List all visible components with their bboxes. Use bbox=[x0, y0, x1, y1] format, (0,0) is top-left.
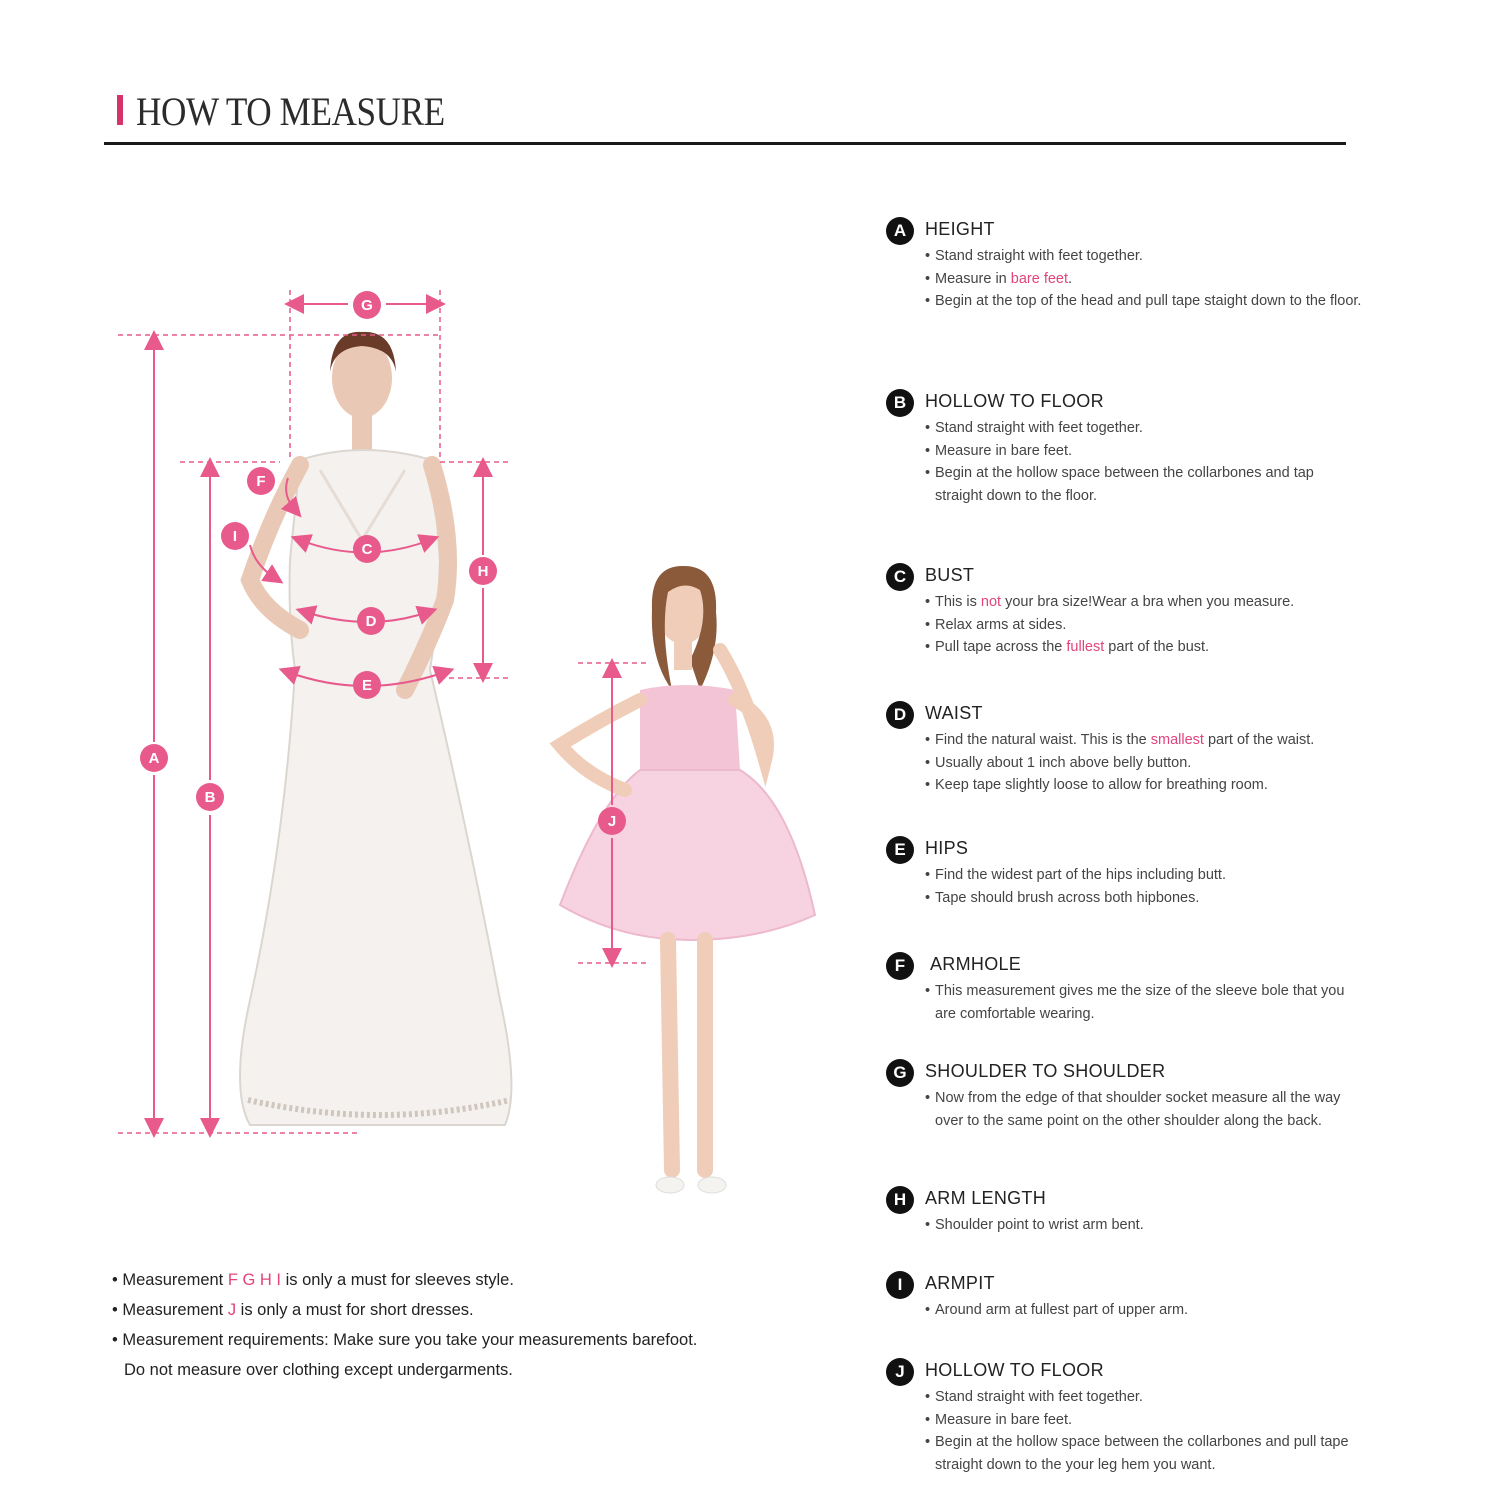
step-title: BUST bbox=[925, 565, 975, 585]
step-line: • Stand straight with feet together. bbox=[925, 417, 1365, 440]
note-requirements-cont: Do not measure over clothing except undergarments. bbox=[124, 1361, 513, 1379]
step-title: ARM LENGTH bbox=[925, 1188, 1047, 1208]
svg-text:D: D bbox=[365, 613, 377, 630]
note-requirements: • Measurement requirements: Make sure you take your measurements barefoot. bbox=[112, 1331, 698, 1349]
step-title: SHOULDER TO SHOULDER bbox=[925, 1061, 1166, 1081]
step-line: • Usually about 1 inch above belly button. bbox=[925, 752, 1365, 775]
marker-g bbox=[353, 291, 381, 319]
svg-text:E: E bbox=[361, 677, 373, 694]
step-line: • Find the natural waist. This is the smallest part of the waist. bbox=[925, 729, 1365, 752]
note-short-dresses: • Measurement J is only a must for short dresses. bbox=[112, 1301, 474, 1319]
step-line: • Stand straight with feet together. bbox=[925, 245, 1365, 268]
step-badge: H bbox=[886, 1186, 914, 1214]
step-line: • Measure in bare feet. bbox=[925, 1409, 1365, 1432]
bride-figure bbox=[240, 332, 511, 1125]
step-line: • Keep tape slightly loose to allow for breathing room. bbox=[925, 774, 1365, 797]
step-badge: C bbox=[886, 563, 914, 591]
marker-d bbox=[357, 607, 385, 635]
step-badge: B bbox=[886, 389, 914, 417]
svg-text:B: B bbox=[204, 789, 216, 806]
svg-text:G: G bbox=[361, 297, 373, 314]
measurement-illustration bbox=[0, 0, 860, 1220]
marker-f bbox=[247, 467, 275, 495]
step-title: WAIST bbox=[925, 703, 983, 723]
step-line: • This is not your bra size!Wear a bra when you measure. bbox=[925, 591, 1365, 614]
svg-text:C: C bbox=[361, 541, 373, 558]
step-line: • Now from the edge of that shoulder socket measure all the way over to the same point on the other shoulder along the back. bbox=[925, 1087, 1365, 1132]
marker-a bbox=[140, 744, 168, 772]
marker-j bbox=[598, 807, 626, 835]
step-badge: F bbox=[886, 952, 914, 980]
step-title: HIPS bbox=[925, 838, 969, 858]
step-badge: A bbox=[886, 217, 914, 245]
marker-e bbox=[353, 671, 381, 699]
note-sleeves: • Measurement F G H I is only a must for sleeves style. bbox=[112, 1271, 514, 1289]
marker-c bbox=[353, 535, 381, 563]
step-badge: D bbox=[886, 701, 914, 729]
step-badge: G bbox=[886, 1059, 914, 1087]
step-line: • Begin at the hollow space between the collarbones and pull tape straight down to the your leg hem you want. bbox=[925, 1431, 1365, 1476]
marker-h bbox=[469, 557, 497, 585]
step-line: • Stand straight with feet together. bbox=[925, 1386, 1365, 1409]
step-line: • Find the widest part of the hips including butt. bbox=[925, 864, 1365, 887]
svg-text:I: I bbox=[232, 528, 238, 545]
step-line: • Shoulder point to wrist arm bent. bbox=[925, 1214, 1365, 1237]
svg-text:F: F bbox=[256, 473, 266, 490]
step-line: • Around arm at fullest part of upper arm. bbox=[925, 1299, 1365, 1322]
svg-text:J: J bbox=[607, 813, 617, 830]
step-title: HOLLOW TO FLOOR bbox=[925, 1360, 1104, 1380]
step-line: • Tape should brush across both hipbones. bbox=[925, 887, 1365, 910]
step-badge: I bbox=[886, 1271, 914, 1299]
step-line: • Begin at the hollow space between the collarbones and tap straight down to the floor. bbox=[925, 462, 1365, 507]
marker-i bbox=[221, 522, 249, 550]
svg-text:A: A bbox=[148, 750, 160, 767]
step-title: ARMHOLE bbox=[930, 954, 1022, 974]
step-title: HOLLOW TO FLOOR bbox=[925, 391, 1104, 411]
step-line: • This measurement gives me the size of the sleeve bole that you are comfortable wearing. bbox=[925, 980, 1365, 1025]
step-title: HEIGHT bbox=[925, 219, 995, 239]
step-badge: J bbox=[886, 1358, 914, 1386]
step-title: ARMPIT bbox=[925, 1273, 995, 1293]
page-title: HOW TO MEASURE bbox=[136, 89, 445, 134]
measurement-notes bbox=[112, 1265, 812, 1385]
step-line: • Pull tape across the fullest part of the bust. bbox=[925, 636, 1365, 659]
step-line: • Measure in bare feet. bbox=[925, 440, 1365, 463]
marker-b bbox=[196, 783, 224, 811]
step-badge: E bbox=[886, 836, 914, 864]
svg-text:H: H bbox=[477, 563, 489, 580]
short-dress-figure bbox=[560, 566, 815, 1193]
step-line: • Begin at the top of the head and pull tape staight down to the floor. bbox=[925, 290, 1365, 313]
step-line: • Measure in bare feet. bbox=[925, 268, 1365, 291]
step-line: • Relax arms at sides. bbox=[925, 614, 1365, 637]
